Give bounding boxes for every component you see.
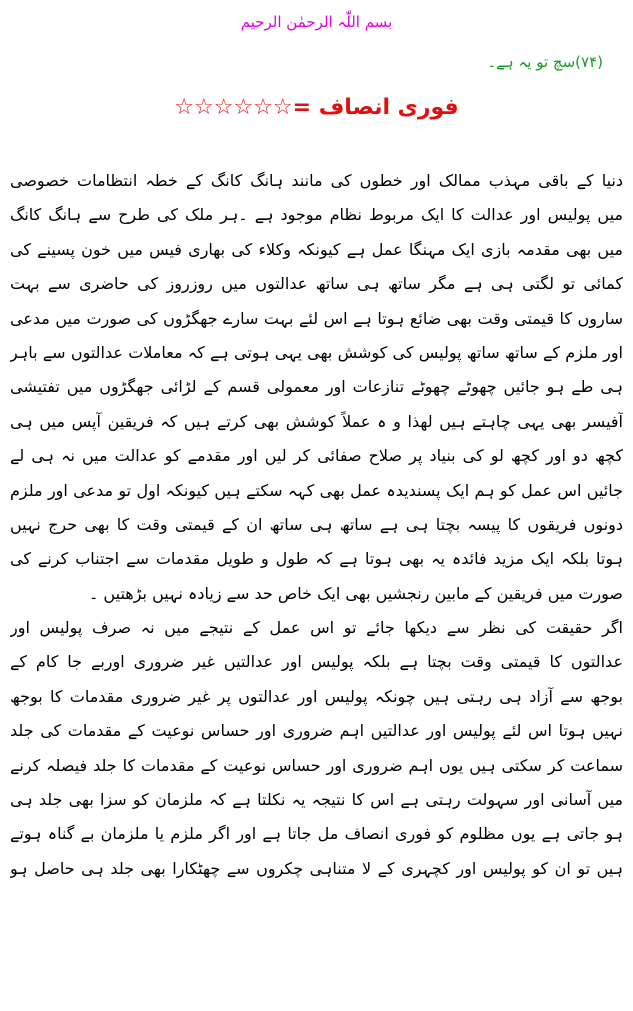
- article-line: دونوں فریقوں کا پیسہ بچتا ہی ہے ساتھ ہی ساتھ ان کے قیمتی وقت کا بھی حرج نہیں: [10, 514, 623, 534]
- article-line: جائیں اس عمل کو ہم ایک پسندیدہ عمل بھی کہہ سکتے ہیں کیونکہ اول تو مدعی اور ملزم: [10, 480, 623, 500]
- article-line: میں بھی مقدمہ بازی ایک مہنگا عمل ہے کیونکہ وکلاء کی بھاری فیس میں خون پسینے کی: [10, 239, 623, 259]
- article-line: کچھ دو اور کچھ لو کی بنیاد پر صلاح صفائی کر لیں اور مقدمے کو عدالت میں نہ ہی لے: [10, 446, 623, 466]
- article-line: اگر حقیقت کی نظر سے دیکھا جائے تو اس عمل کے نتیجے میں نہ صرف پولیس اور: [10, 618, 623, 638]
- article-line: ہی طے ہو جائیں چھوٹے چھوٹے تنازعات اور معمولی قسم کے لڑائی جھگڑوں میں تفتیشی: [10, 377, 623, 397]
- article-line: میں آسانی اور سہولت رہتی ہے اس کا نتیجہ یہ نکلتا ہے کہ ملزمان کو سزا بھی جلد ہی: [10, 790, 623, 810]
- section-heading: (۷۴)سچ تو یہ ہے۔: [487, 53, 603, 71]
- article-line: آفیسر بھی یہی چاہتے ہیں لھذا و ہ عملاً کوشش بھی کرتے ہیں کہ فریقین آپس میں ہی: [10, 411, 623, 431]
- article-line: ہیں تو ان کو پولیس اور کچہری کے لا متناہی چکروں سے چھٹکارا بھی جلد ہی حاصل ہو: [10, 858, 623, 878]
- article-line: بوجھ سے آزاد ہی رہتی ہیں چونکہ پولیس اور عدالتوں پر غیر ضروری مقدمات کا بوجھ: [10, 686, 623, 706]
- article-line: نہیں ہوتا اس لئے پولیس اور عدالتیں اہم ضروری اور حساس نوعیت کے مقدمات کی جلد: [10, 721, 623, 741]
- article-line: دنیا کے باقی مہذب ممالک اور خطوں کی مانند ہانگ کانگ کے خطہ انتظامات خصوصی: [10, 171, 623, 190]
- article-line: عدالتوں کا قیمتی وقت بچتا ہے بلکہ پولیس اور عدالتیں غیر ضروری اوربے جا کام کے: [10, 652, 623, 672]
- article-body: [10, 164, 623, 886]
- bismillah-header: بسم اللّٰہ الرحمٰن الرحیم: [240, 13, 393, 31]
- article-line: میں پولیس اور عدالت کا ایک مربوط نظام موجود ہے ۔ہر ملک کی طرح سے ہانگ کانگ: [10, 205, 623, 225]
- article-line: کمائی تو لگتی ہی ہے مگر ساتھ ہی ساتھ عدالتوں میں روزروز کی حاضری سے بہت: [10, 274, 623, 294]
- article-line: ہو جاتی ہے یوں مظلوم کو فوری انصاف مل جاتا ہے اور اگر ملزم یا ملزمان بے گناہ ہوتے: [10, 824, 623, 844]
- article-line: ساروں کا قیمتی وقت بھی ضائع ہوتا ہے اس لئے بہت سارے جھگڑوں کی صورت میں مدعی: [10, 308, 623, 328]
- article-line: ہوتا بلکہ ایک مزید فائدہ یہ بھی ہوتا ہے کہ طول و طویل مقدمات سے اجتناب کرنے کی: [10, 549, 623, 569]
- article-line: صورت میں فریقین کے مابین رنجشیں بھی ایک خاص حد سے زیادہ نہیں بڑھتیں ۔: [88, 583, 623, 603]
- article-title: [0, 93, 633, 123]
- article-title-text: فوری انصاف =: [292, 95, 459, 120]
- star-icons: ☆☆☆☆☆☆: [174, 95, 293, 120]
- article-line: سماعت کر سکتی ہیں یوں اہم ضروری اور حساس نوعیت کے مقدمات کا جلد فیصلہ کرنے: [10, 755, 623, 775]
- article-line: اور ملزم کے ساتھ ساتھ پولیس کی کوشش بھی یہی ہوتی ہے کہ معاملات عدالتوں سے باہر: [10, 342, 623, 362]
